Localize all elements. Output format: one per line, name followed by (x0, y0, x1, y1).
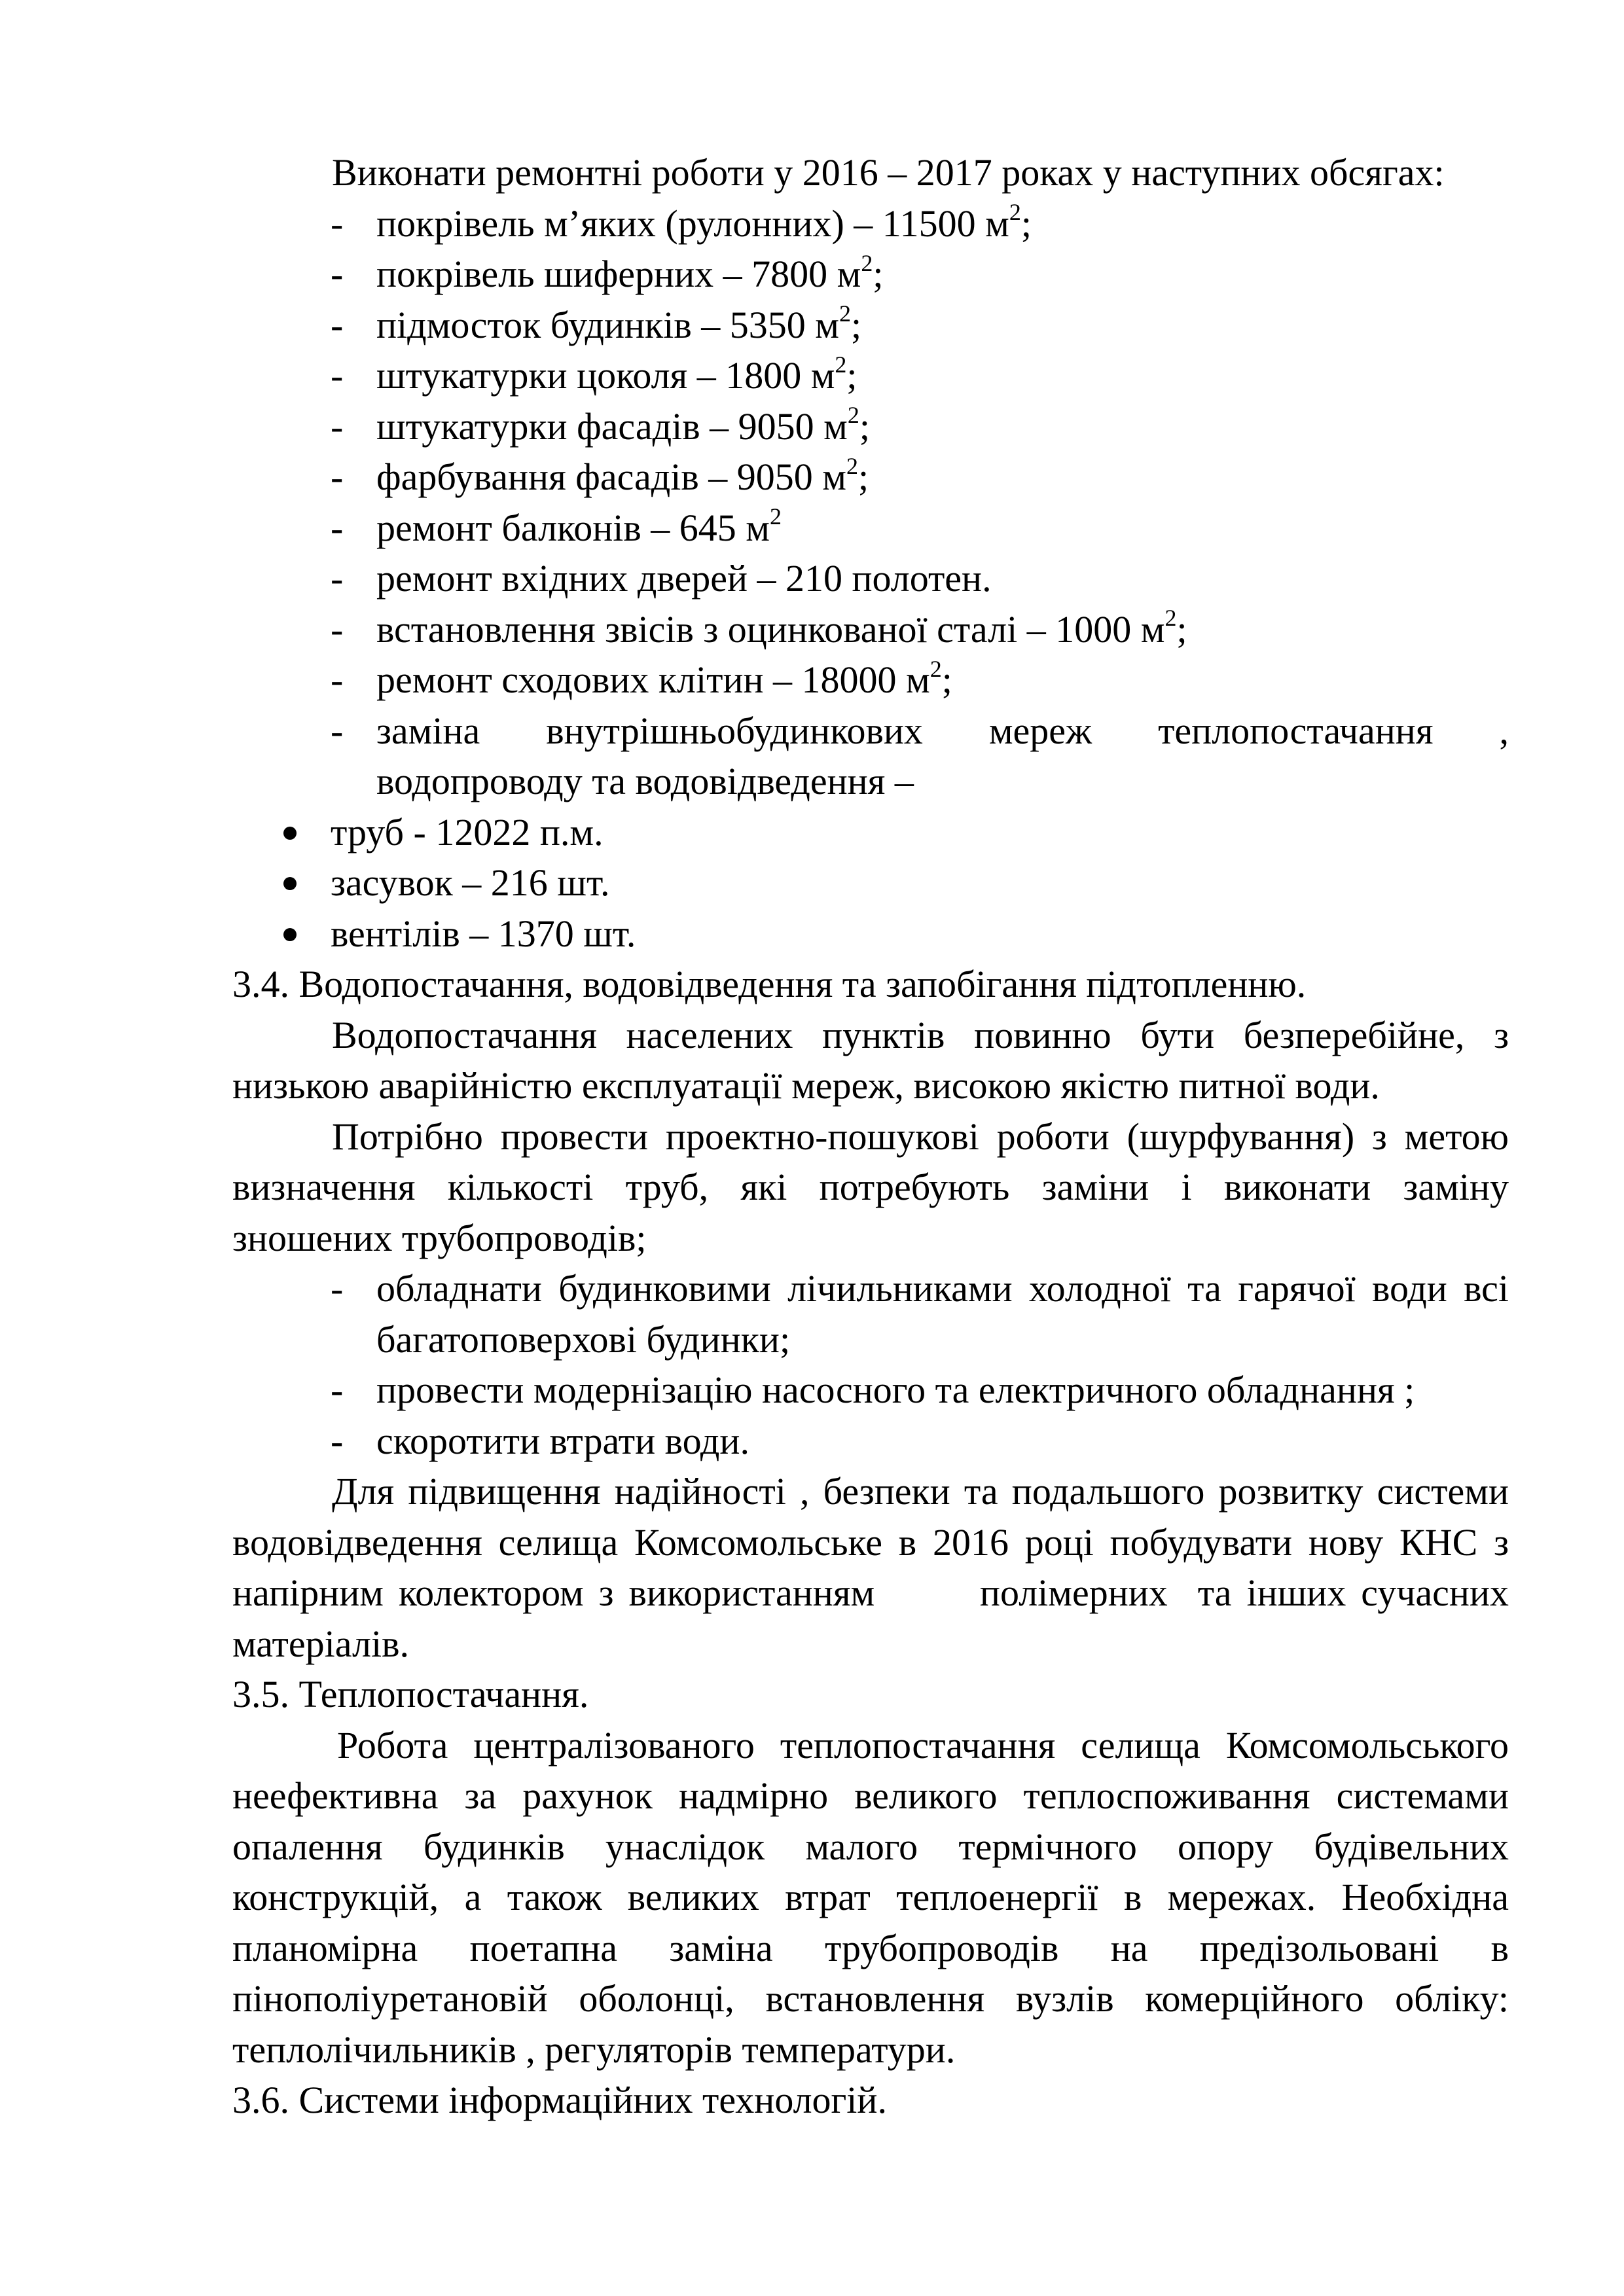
networks-word: мереж (988, 709, 1092, 752)
repair-item (232, 249, 1509, 300)
repair-item-text: ремонт вхідних дверей – 210 полотен. (376, 557, 992, 600)
networks-word: , (1499, 709, 1509, 752)
bullet-dot-icon (283, 877, 297, 890)
networks-word: заміна (376, 709, 480, 752)
dash-marker: - (331, 404, 344, 448)
repair-item-tail: ; (941, 658, 952, 701)
repair-item-text: ремонт балконів – 645 м (376, 506, 770, 549)
bullet-text: засувок – 216 шт. (331, 861, 610, 904)
paragraph-line: зношених трубопроводів; (232, 1216, 647, 1259)
document-page (232, 147, 1509, 2126)
water-item-continuation: багатоповерхові будинки; (376, 1318, 791, 1361)
repair-item (232, 452, 1509, 503)
bullet-dot-icon (283, 827, 297, 840)
unit-exponent: 2 (770, 503, 782, 530)
unit-exponent: 2 (846, 452, 858, 479)
paragraph-line: напірним колектором з використанням полімерних та інших сучасних (232, 1571, 1509, 1614)
paragraph-line: планомірна поетапна заміна трубопроводів на предізольовані в (232, 1926, 1509, 1969)
bullet-text: труб - 12022 п.м. (331, 810, 604, 853)
dash-marker: - (331, 607, 344, 651)
repair-item-text: фарбування фасадів – 9050 м (376, 456, 846, 498)
networks-word: теплопостачання (1158, 709, 1434, 752)
water-item-text: обладнати будинковими лічильниками холодної та гарячої води всі (376, 1267, 1509, 1310)
repair-item-tail: ; (850, 303, 862, 346)
unit-exponent: 2 (835, 351, 847, 378)
dash-marker: - (331, 557, 344, 600)
repair-item-tail: ; (873, 253, 884, 295)
dash-marker: - (331, 1267, 344, 1310)
repair-item (232, 655, 1509, 706)
unit-exponent: 2 (1009, 199, 1021, 226)
water-item-text: провести модернізацію насосного та електричного обладнання ; (376, 1369, 1415, 1411)
section-3-5-heading: 3.5. Теплопостачання. (232, 1673, 589, 1715)
dash-marker: - (331, 1419, 344, 1462)
dash-marker: - (331, 709, 344, 752)
dash-marker: - (331, 303, 344, 346)
paragraph-line: матеріалів. (232, 1622, 409, 1665)
paragraph-line: Водопостачання населених пунктів повинно бути безперебійне, з (332, 1013, 1509, 1056)
repair-item (232, 604, 1509, 655)
dash-marker: - (331, 658, 344, 701)
networks-word: внутрішньобудинкових (546, 709, 923, 752)
bullet-item (232, 857, 1509, 908)
water-item (232, 1263, 1509, 1314)
paragraph-line: визначення кількості труб, які потребують заміни і виконати заміну (232, 1166, 1509, 1208)
repair-item-text: встановлення звісів з оцинкованої сталі – 1000 м (376, 607, 1165, 651)
water-item (232, 1416, 1509, 1467)
dash-marker: - (331, 506, 344, 549)
unit-exponent: 2 (1164, 605, 1177, 632)
dash-marker: - (331, 456, 344, 498)
repair-item-text: ремонт сходових клітин – 18000 м (376, 658, 930, 701)
bullet-dot-icon (283, 928, 297, 941)
paragraph-line: неефективна за рахунок надмірно великого теплоспоживання системами (232, 1774, 1509, 1817)
paragraph-line: Потрібно провести проектно-пошукові роботи (шурфування) з метою (332, 1115, 1509, 1158)
intro-paragraph: Виконати ремонтні роботи у 2016 – 2017 роках у наступних обсягах: (332, 151, 1445, 194)
repair-item-tail: ; (846, 354, 857, 397)
repair-item-tail: ; (859, 404, 870, 448)
repair-item-tail: ; (857, 456, 869, 498)
dash-marker: - (331, 202, 344, 245)
repair-item (232, 350, 1509, 401)
networks-item (232, 706, 1509, 757)
paragraph-line: теплолічильників , регуляторів температури. (232, 2028, 956, 2071)
repair-item (232, 198, 1509, 249)
paragraph-line: водовідведення селища Комсомольське в 2016 році побудувати нову КНС з (232, 1520, 1509, 1564)
repair-item (232, 553, 1509, 604)
section-3-4-heading: 3.4. Водопостачання, водовідведення та запобігання підтопленню. (232, 963, 1307, 1005)
repair-item-text: штукатурки фасадів – 9050 м (376, 404, 848, 448)
repair-item-text: покрівель шиферних – 7800 м (376, 253, 861, 295)
networks-item-continuation: водопроводу та водовідведення – (376, 760, 914, 802)
paragraph-line: пінополіуретановій оболонці, встановлення вузлів комерційного обліку: (232, 1977, 1509, 2020)
dash-marker: - (331, 253, 344, 295)
paragraph-line: конструкцій, а також великих втрат теплоенергії в мережах. Необхідна (232, 1876, 1509, 1918)
repair-item (232, 503, 1509, 554)
paragraph-line: Для підвищення надійності , безпеки та подальшого розвитку системи (332, 1470, 1509, 1513)
repair-item-tail: ; (1020, 202, 1032, 245)
paragraph-line: опалення будинків унаслідок малого термічного опору будівельних (232, 1825, 1509, 1868)
water-item-text: скоротити втрати води. (376, 1419, 749, 1462)
bullet-text: вентілів – 1370 шт. (331, 912, 636, 955)
repair-item-text: підмосток будинків – 5350 м (376, 303, 839, 346)
repair-item (232, 401, 1509, 452)
unit-exponent: 2 (861, 249, 873, 276)
unit-exponent: 2 (847, 402, 859, 429)
bullet-item (232, 908, 1509, 960)
water-item (232, 1365, 1509, 1416)
dash-marker: - (331, 354, 344, 397)
paragraph-line: низькою аварійністю експлуатації мереж, високою якістю питної води. (232, 1064, 1380, 1107)
repair-item-text: штукатурки цоколя – 1800 м (376, 354, 835, 397)
paragraph-line: Робота централізованого теплопостачання селища Комсомольського (337, 1723, 1509, 1767)
unit-exponent: 2 (839, 300, 851, 327)
repair-item-tail: ; (1176, 607, 1187, 651)
dash-marker: - (331, 1369, 344, 1411)
bullet-item (232, 807, 1509, 858)
repair-item-text: покрівель м’яких (рулонних) – 11500 м (376, 202, 1009, 245)
unit-exponent: 2 (929, 655, 942, 682)
section-3-6-heading: 3.6. Системи інформаційних технологій. (232, 2079, 887, 2121)
repair-item (232, 300, 1509, 351)
